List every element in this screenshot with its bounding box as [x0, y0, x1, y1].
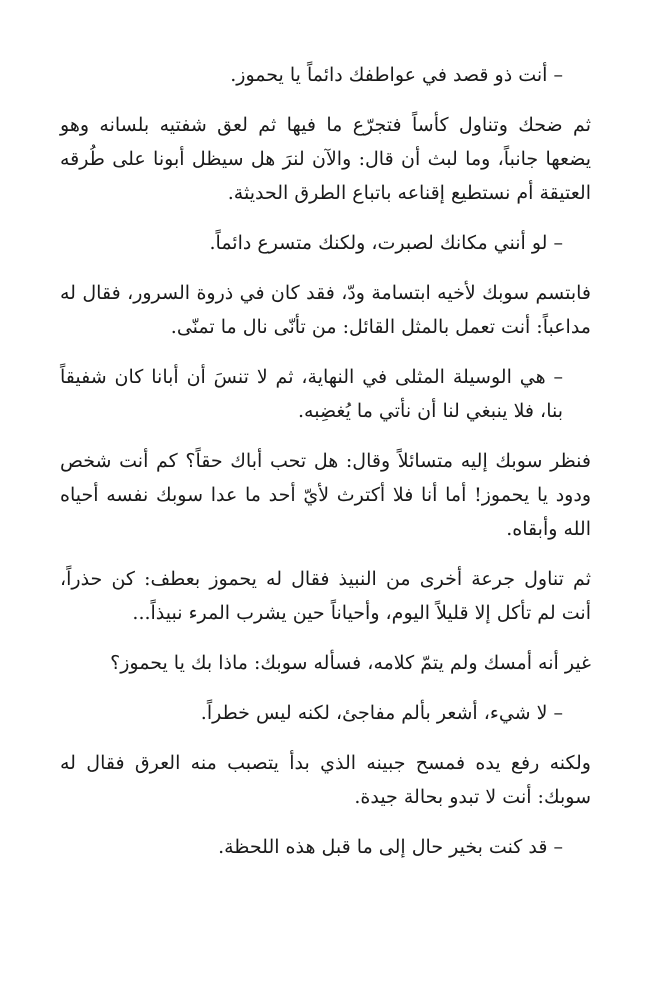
paragraph-8: غير أنه أمسك ولم يتمّ كلامه، فسأله سوبك: ماذا بك يا يحموز؟: [110, 652, 591, 674]
page-body: [60, 58, 591, 880]
paragraph-9: – لا شيء، أشعر بألم مفاجئ، لكنه ليس خطراً.: [200, 702, 563, 724]
paragraph-2: ثم ضحك وتناول كأساً فتجرّع ما فيها ثم لعق شفتيه بلسانه وهو يضعها جانباً، وما لبث أن قال: والآن لنرَ هل سيظل أبونا على طُرقه العتيقة أم نستطيع إقناعه باتباع الطرق الحديثة.: [60, 114, 591, 204]
paragraph-6: فنظر سوبك إليه متسائلاً وقال: هل تحب أباك حقاً؟ كم أنت شخص ودود يا يحموز! أما أنا فلا أكترث لأيّ أحد ما عدا سوبك نفسه أحياه الله وأبقاه.: [60, 450, 591, 540]
paragraph-1: – أنت ذو قصد في عواطفك دائماً يا يحموز.: [230, 64, 563, 86]
paragraph-3: – لو أنني مكانك لصبرت، ولكنك متسرع دائماً.: [209, 232, 563, 254]
paragraph-11: – قد كنت بخير حال إلى ما قبل هذه اللحظة.: [218, 836, 563, 858]
paragraph-7: ثم تناول جرعة أخرى من النبيذ فقال له يحموز بعطف: كن حذراً، أنت لم تأكل إلا قليلاً اليوم، وأحياناً حين يشرب المرء نبيذاً...: [60, 568, 591, 624]
paragraph-4: فابتسم سوبك لأخيه ابتسامة ودّ، فقد كان في ذروة السرور، فقال له مداعباً: أنت تعمل بالمثل القائل: من تأنّى نال ما تمنّى.: [60, 282, 591, 338]
paragraph-10: ولكنه رفع يده فمسح جبينه الذي بدأ يتصبب منه العرق فقال له سوبك: أنت لا تبدو بحالة جيدة.: [60, 752, 591, 808]
paragraph-5: – هي الوسيلة المثلى في النهاية، ثم لا تنسَ أن أبانا كان شفيقاً بنا، فلا ينبغي لنا أن نأتي ما يُغضِبه.: [60, 366, 563, 422]
